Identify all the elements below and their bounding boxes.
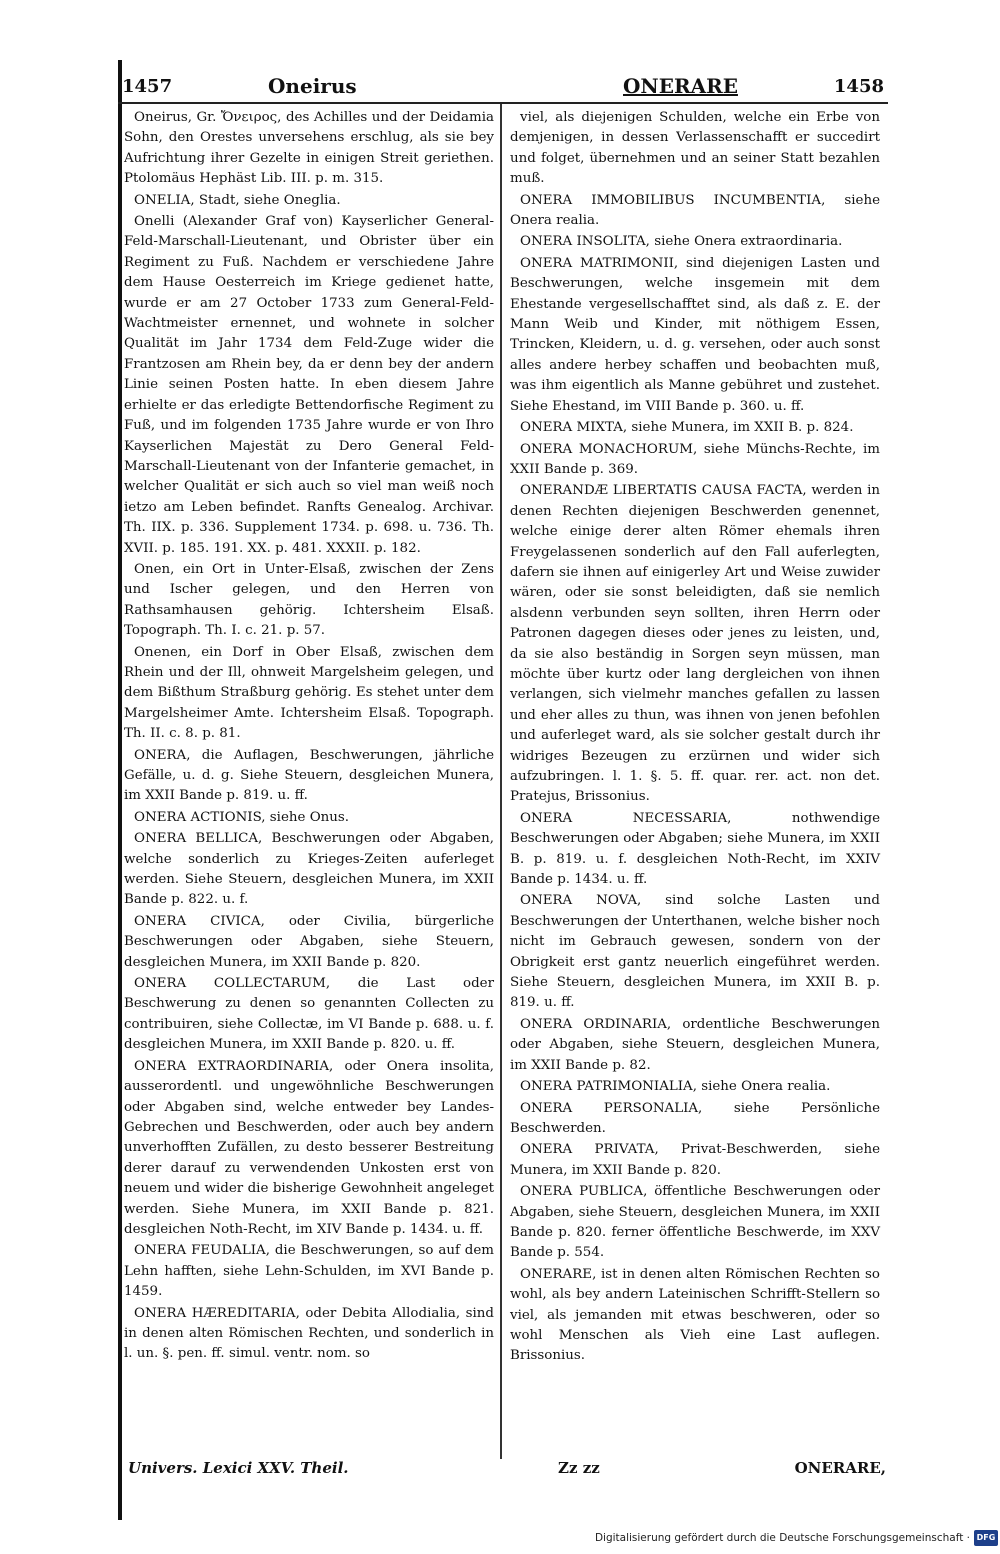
entry-onera-civica: ONERA CIVICA, oder Civilia, bürgerliche Beschwerungen oder Abgaben, siehe Steuern, desgleichen Munera, im XXII Bande p. 820. — [124, 913, 494, 970]
entry-onen: Onen, ein Ort in Unter-Elsaß, zwischen der Zens und Ischer gelegen, und den Herren von Rathsamhausen gehörig. Ichtersheim Elsaß. Topograph. Th. I. c. 21. p. 57. — [124, 561, 494, 639]
header-rule — [118, 102, 888, 104]
entry-onera-nova: ONERA NOVA, sind solche Lasten und Beschwerungen der Unterthanen, welche bisher noch nicht im Gebrauch gewesen, sondern von der Obrigkeit erst gantz neuerlich eingeführet werden. Siehe Steuern, desgleichen Munera, im XXII B. p. 819. u. ff. — [510, 893, 880, 1011]
entry-onera-bellica: ONERA BELLICA, Beschwerungen oder Abgaben, welche sonderlich zu Krieges-Zeiten auferleget werden. Siehe Steuern, desgleichen Munera, im XXII Bande p. 822. u. f. — [124, 831, 494, 908]
catchword: ONERARE, — [794, 1459, 886, 1477]
entry-onera-publica: ONERA PUBLICA, öffentliche Beschwerungen oder Abgaben, siehe Steuern, desgleichen Munera, im XXII Bande p. 820. ferner öffentliche Beschwerde, im XXV Bande p. 554. — [510, 1184, 880, 1261]
entry-onera-insolita: ONERA INSOLITA, siehe Onera extraordinaria. — [520, 234, 843, 250]
entry-onera-collectarum: ONERA COLLECTARUM, die Last oder Beschwerung zu denen so genannten Collecten zu contribuiren, siehe Collectæ, im VI Bande p. 688. u. f. desgleichen Munera, im XXII Bande p. 820. u. ff. — [124, 976, 494, 1053]
page-number-right: 1458 — [833, 76, 884, 97]
entry-onenen: Onenen, ein Dorf in Ober Elsaß, zwischen dem Rhein und der Ill, ohnweit Margelsheim gelegen, und dem Bißthum Straßburg gehörig. Es stehet unter dem Margelsheimer Amte. Ichtersheim Elsaß. Topograph. Th. II. c. 8. p. 81. — [124, 644, 494, 742]
entry-continuation: viel, als diejenigen Schulden, welche ein Erbe von demjenigen, in dessen Verlassenschafft er succedirt und folget, übernehmen und an seiner Statt bezahlen muß. — [510, 110, 880, 187]
page-footer — [118, 1455, 888, 1485]
entry-onera-extraordinaria: ONERA EXTRAORDINARIA, oder Onera insolita, ausserordentl. und ungewöhnliche Beschwerungen oder Abgaben sind, welche entweder bey Landes-Gebrechen und Beschwerden, oder auch bey andern unverhofften Zufällen, zu desto besserer Bestreitung derer darauf zu verwendenden Unkosten erst von neuem und wider die bisherige Gewohnheit angeleget werden. Siehe Munera, im XXII Bande p. 821. desgleichen Noth-Recht, im XIV Bande p. 1434. u. ff. — [124, 1058, 494, 1237]
entry-onelia: ONELIA, Stadt, siehe Oneglia. — [134, 192, 341, 208]
page-number-left: 1457 — [122, 76, 173, 97]
banner-text: Digitalisierung gefördert durch die Deutsche Forschungsgemeinschaft · — [594, 1532, 970, 1544]
entry-onera-mixta: ONERA MIXTA, siehe Munera, im XXII B. p. 824. — [520, 420, 854, 436]
right-column — [510, 108, 880, 1368]
header-keyword-left: Oneirus — [268, 74, 357, 98]
entry-onera-haereditaria: ONERA HÆREDITARIA, oder Debita Allodialia, sind in denen alten Römischen Rechten, und sonderlich in l. un. §. pen. ff. simul. ventr. nom. so — [124, 1305, 494, 1362]
header-keyword-right: ONERARE — [623, 74, 738, 98]
entry-onera-patrimonialia: ONERA PATRIMONIALIA, siehe Onera realia. — [520, 1079, 831, 1095]
entry-onera-ordinaria: ONERA ORDINARIA, ordentliche Beschwerungen oder Abgaben, siehe Steuern, desgleichen Munera, im XXII Bande p. 82. — [510, 1016, 880, 1073]
gathering-signature: Zz zz — [558, 1459, 600, 1477]
entry-onera-immobilibus: ONERA IMMOBILIBUS INCUMBENTIA, siehe Onera realia. — [510, 192, 880, 229]
left-column — [124, 108, 494, 1366]
volume-signature: Univers. Lexici XXV. Theil. — [128, 1459, 349, 1477]
entry-onerare: ONERARE, ist in denen alten Römischen Rechten so wohl, als bey andern Lateinischen Schrifft-Stellern so viel, als jemanden mit etwas beschweren, oder so wohl Menschen als Vieh eine Last auflegen. Brissonius. — [510, 1266, 880, 1364]
entry-onera-actionis: ONERA ACTIONIS, siehe Onus. — [134, 809, 350, 825]
entry-onera-matrimonii: ONERA MATRIMONII, sind diejenigen Lasten und Beschwerungen, welche insgemein mit dem Ehestande vergesellschafftet sind, als daß z. E. der Mann Weib und Kinder, mit nöthigem Essen, Trincken, Kleidern, u. d. g. versehen, oder auch sonst alles andere herbey schaffen und beobachten muß, was ihm eigentlich als Manne gebühret und zustehet. Siehe Ehestand, im VIII Bande p. 360. u. ff. — [510, 255, 880, 414]
entry-onera-monachorum: ONERA MONACHORUM, siehe Münchs-Rechte, im XXII Bande p. 369. — [510, 441, 880, 477]
lexicon-page — [118, 70, 888, 1515]
dfg-logo-icon: DFG — [974, 1530, 998, 1546]
entry-onelli: Onelli (Alexander Graf von) Kayserlicher General-Feld-Marschall-Lieutenant, und Obrister über ein Regiment zu Fuß. Nachdem er verschiedene Jahre dem Hause Oesterreich im Kriege gedienet hatte, wurde er am 27 October 1733 zum General-Feld-Wachtmeister ernennet, und wohnete in solcher Qualität im Jahr 1734 dem Feld-Zuge wider die Frantzosen am Rhein bey, da er denn bey der andern Linie seinen Posten hatte. In eben diesem Jahre erhielte er das erledigte Bettendorfische Regiment zu Fuß, und im folgenden 1735 Jahre wurde er von Ihro Kayserlichen Majestät zu Dero General Feld-Marschall-Lieutenant von der Infanterie gemachet, in welcher Qualität er sich auch so viel man weiß noch ietzo am Leben befindet. Ranfts Genealog. Archivar. Th. IIX. p. 336. Supplement 1734. p. 698. u. 736. Th. XVII. p. 185. 191. XX. p. 481. XXXII. p. 182. — [124, 214, 494, 556]
running-header — [118, 70, 888, 100]
entry-onera-feudalia: ONERA FEUDALIA, die Beschwerungen, so auf dem Lehn hafften, siehe Lehn-Schulden, im XVI Bande p. 1459. — [124, 1243, 494, 1300]
entry-oneirus: Oneirus, Gr. Ὄνειρος, des Achilles und der Deidamia Sohn, den Orestes unversehens erschlug, als sie bey Aufrichtung ihrer Gezelte in einigen Streit geriethen. Ptolomäus Hephäst Lib. III. p. m. 315. — [124, 110, 494, 187]
entry-onerandae-libertatis: ONERANDÆ LIBERTATIS CAUSA FACTA, werden in denen Rechten diejenigen Beschwerden genennet, welche einige derer alten Römer ehemals ihren Freygelassenen sonderlich auf den Fall auferlegten, dafern sie ihnen auf einigerley Art und Weise zuwider wären, oder sie sonst beleidigten, daß sie nemlich alsdenn verbunden seyn sollten, ihren Herrn oder Patronen dagegen dieses oder jenes zu leisten, und, da sie also beständig in Sorgen seyn müssen, man möchte über kurtz oder lang dergleichen von ihnen verlangen, sich vielmehr manches gefallen zu lassen und eher alles zu thun, was ihnen von jenen befohlen und auferleget ward, als sie solcher gestalt durch ihr widriges Bezeugen zu erzürnen und wider sich aufzubringen. l. 1. §. 5. ff. quar. rer. act. non det. Pratejus, Brissonius. — [510, 483, 880, 805]
entry-onera: ONERA, die Auflagen, Beschwerungen, jährliche Gefälle, u. d. g. Siehe Steuern, desgleichen Munera, im XXII Bande p. 819. u. ff. — [124, 747, 494, 804]
digitization-banner — [594, 1530, 1000, 1548]
entry-onera-privata: ONERA PRIVATA, Privat-Beschwerden, siehe Munera, im XXII Bande p. 820. — [510, 1142, 880, 1178]
column-divider — [500, 104, 502, 1459]
entry-onera-necessaria: ONERA NECESSARIA, nothwendige Beschwerungen oder Abgaben; siehe Munera, im XXII B. p. 819. u. f. desgleichen Noth-Recht, im XXIV Bande p. 1434. u. ff. — [510, 810, 880, 888]
entry-onera-personalia: ONERA PERSONALIA, siehe Persönliche Beschwerden. — [510, 1100, 880, 1136]
